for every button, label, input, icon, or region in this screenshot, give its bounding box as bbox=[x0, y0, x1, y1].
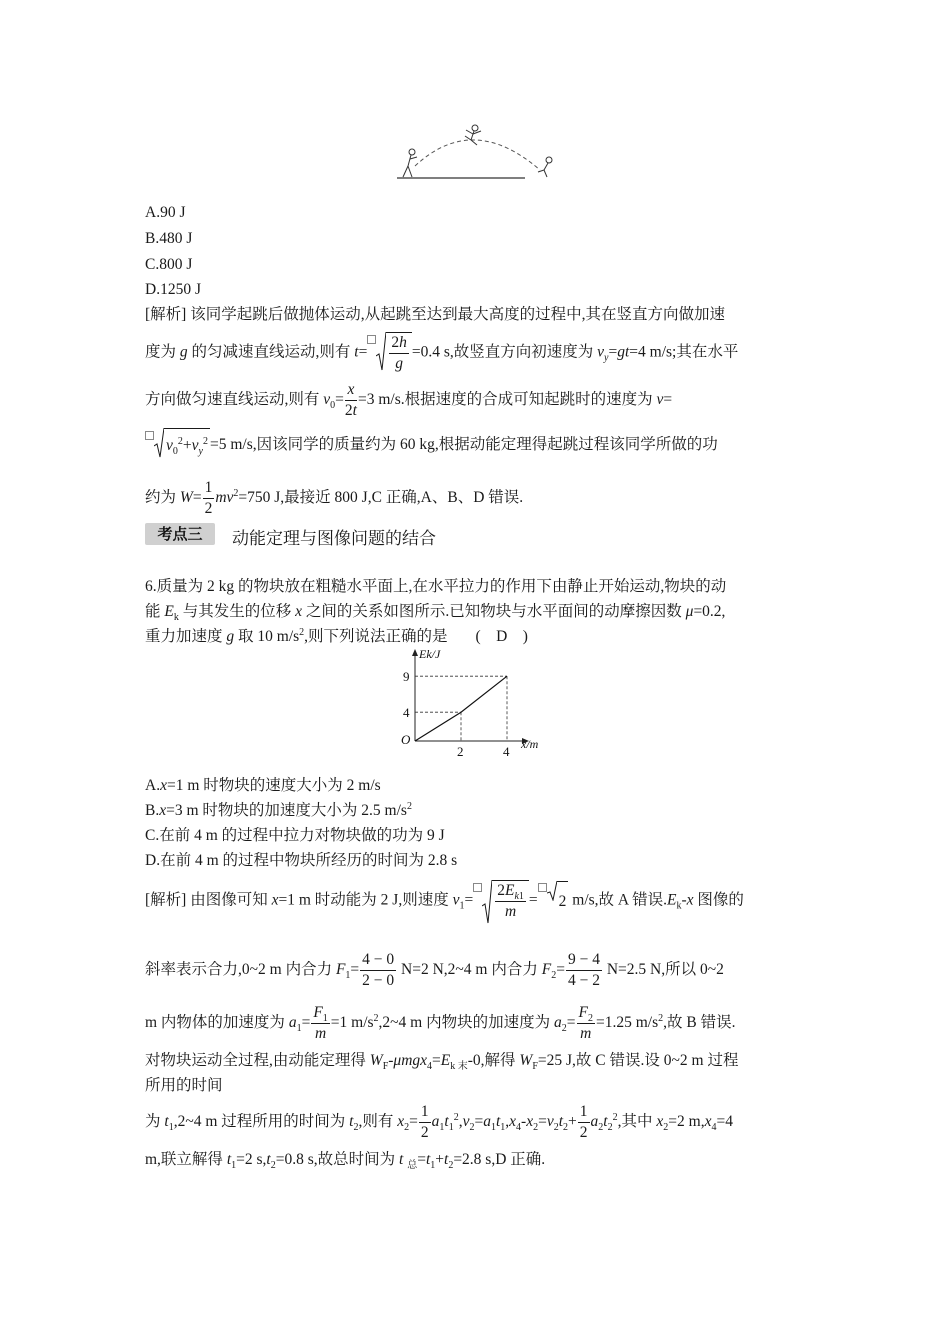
q5-analysis-line4: $v_0^2+v_y^2 =5$ m/s,因该同学的质量约为 60 kg,根据动能定理得起跳过程该同学所做的功 bbox=[145, 428, 718, 463]
section-title: 动能定理与图像问题的结合 bbox=[232, 529, 436, 549]
chart-series bbox=[415, 676, 507, 741]
y-tick-label-0: 4 bbox=[403, 705, 410, 721]
q6-answer: ( D ) bbox=[475, 628, 528, 645]
q5-option-d: D.1250 J bbox=[145, 281, 201, 298]
section-badge: 考点三 bbox=[145, 523, 215, 545]
person-land-icon bbox=[538, 157, 552, 177]
x-tick-label-1: 4 bbox=[503, 744, 510, 757]
q6-option-c: C.在前 4 m 的过程中拉力对物块做的功为 9 J bbox=[145, 827, 445, 844]
jump-illustration bbox=[395, 122, 560, 184]
q6-analysis-line3: m 内物体的加速度为 $a_1=$ $\frac{F_1}{m}$ =1 $m/s^2,2\sim 4$ m 内物块的加速度为 $a_2=$ $\frac{F_2}{m}$ =1.25 $m/s^2$,故 B 错误. bbox=[145, 1004, 736, 1042]
origin-label: O bbox=[401, 732, 411, 747]
y-axis-arrow bbox=[412, 649, 418, 656]
q5-analysis-line2: 度为 g 的匀减速直线运动,则有 t= $\frac{2h}{g}$ =0.4 s,故竖直方向初速度为 $v_y=gt=4$ m/s;其在水平 bbox=[145, 334, 739, 372]
q6-stem-line3: 重力加速度 g 取 10 $m/s^2$,则下列说法正确的是 ( D ) bbox=[145, 626, 528, 645]
chart-guides bbox=[415, 676, 507, 741]
q5-analysis-line3: 方向做匀速直线运动,则有 $v_0=$ $\frac{x}{2t}$ =3 m/s.根据速度的合成可知起跳时的速度为 v= bbox=[145, 381, 673, 419]
q5-option-a: A.90 J bbox=[145, 204, 186, 221]
y-axis-label: Ek/J bbox=[419, 647, 441, 661]
q6-option-d: D.在前 4 m 的过程中物块所经历的时间为 2.8 s bbox=[145, 852, 458, 869]
q6-stem-line2: 能 $E_k$ 与其发生的位移 x 之间的关系如图所示.已知物块与水平面间的动摩擦因数 μ=0.2, bbox=[145, 603, 726, 624]
q6-option-a: A.x=1 m 时物块的速度大小为 2 m/s bbox=[145, 777, 381, 794]
analysis-label: [解析] bbox=[145, 306, 187, 323]
q5-analysis-line1: [解析] 该同学起跳后做抛体运动,从起跳至达到最大高度的过程中,其在竖直方向做加速 bbox=[145, 306, 725, 323]
q6-analysis-line7: m,联立解得 $t_1=2$ $s,t_2=0.8$ s,故总时间为 t $_总=t_1+t_2=2.8$ s,D 正确. bbox=[145, 1151, 546, 1172]
q5-analysis-line5: 约为 W= $\frac{1}{2}$ $mv^2=750$ J,最接近 800 J,C 正确,A、B、D 错误. bbox=[145, 479, 524, 517]
q6-analysis-line6: 为 $t_1,2\sim 4$ m 过程所用的时间为 $t_2$,则有 $x_2=$ $\frac{1}{2}$ $a_1t_1^2,v_2=a_1t_1,x_4-x_2=v_2t_2+$ $\frac{1}{2}$ $a_2t_2^2$,其中 $x_2=2$ $m,x_4=4$ bbox=[145, 1103, 733, 1141]
ek-line bbox=[415, 676, 507, 741]
q6-analysis-line4: 对物块运动全过程,由动能定理得 $W_F-\mu mgx_4=E_{k 末}-0$,解得 $W_F=25$ J,故 C 错误.设 0~2 m 过程 bbox=[145, 1052, 739, 1073]
q6-option-b: B.x=3 m 时物块的加速度大小为 2.5 $m/s^2$ bbox=[145, 800, 412, 819]
y-tick-label-1: 9 bbox=[403, 669, 410, 685]
trajectory-dashed bbox=[415, 140, 540, 170]
q6-stem-line1: 6.质量为 2 kg 的物块放在粗糙水平面上,在水平拉力的作用下由静止开始运动,物块的动 bbox=[145, 578, 727, 595]
q5-option-c: C.800 J bbox=[145, 256, 193, 273]
ek-x-chart bbox=[395, 645, 560, 757]
person-start-icon bbox=[403, 149, 417, 177]
q5-option-b: B.480 J bbox=[145, 230, 193, 247]
person-top-icon bbox=[465, 125, 481, 145]
q6-analysis-line1: [解析] 由图像可知 x=1 m 时动能为 2 J,则速度 $v_1=$ $\frac{2E_{k1}}{m}$ = 2 m/s,故 A 错误$.E_k-x$ 图像的 bbox=[145, 880, 744, 922]
x-tick-label-0: 2 bbox=[457, 744, 464, 757]
x-axis-label: x/m bbox=[521, 737, 539, 751]
q6-analysis-line2: 斜率表示合力,0~2 m 内合力 $F_1=$ $\frac{4 - 0}{2 - 0}$ N=2 N,2~4 m 内合力 $F_2=$ $\frac{9 - 4}{4 - 2}$ N=2.5 N,所以 0~2 bbox=[145, 951, 724, 989]
q6-analysis-line5: 所用的时间 bbox=[145, 1077, 223, 1094]
